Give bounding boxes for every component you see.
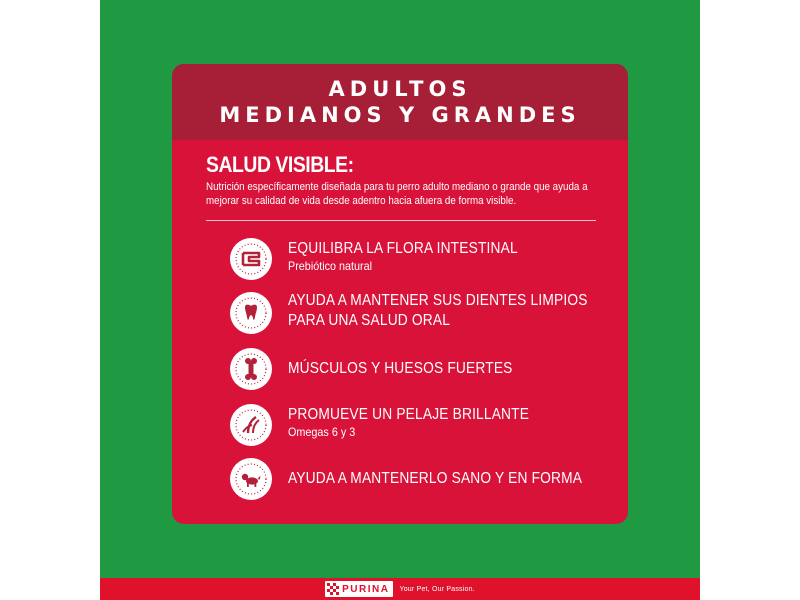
checkerboard-icon <box>327 583 339 595</box>
purina-logo <box>325 581 393 597</box>
benefit-item <box>230 404 620 446</box>
bone-icon <box>230 348 272 390</box>
intestine-icon <box>230 238 272 280</box>
divider <box>206 220 596 221</box>
benefit-title-line-2: PARA UNA SALUD ORAL <box>288 312 451 329</box>
card-header <box>172 64 628 140</box>
benefits-card <box>172 64 628 524</box>
benefit-item <box>230 292 620 334</box>
benefit-title: EQUILIBRA LA FLORA INTESTINAL <box>288 240 518 257</box>
brand-name: PURINA <box>342 583 390 595</box>
hair-icon <box>230 404 272 446</box>
intro-section <box>206 152 606 208</box>
benefit-title: AYUDA A MANTENER SUS DIENTES LIMPIOS <box>288 292 588 309</box>
header-line-2: MEDIANOS Y GRANDES <box>219 103 581 127</box>
benefit-title: AYUDA A MANTENERLO SANO Y EN FORMA <box>288 470 583 487</box>
benefit-item <box>230 238 620 280</box>
tooth-icon <box>230 292 272 334</box>
brand-tagline: Your Pet, Our Passion. <box>399 585 475 593</box>
benefit-subtitle: Prebiótico natural <box>288 259 373 273</box>
intro-title: SALUD VISIBLE: <box>206 152 354 177</box>
benefit-item <box>230 348 620 390</box>
benefit-subtitle: Omegas 6 y 3 <box>288 425 356 439</box>
footer-bar <box>100 578 700 600</box>
benefit-item <box>230 458 620 500</box>
dog-icon <box>230 458 272 500</box>
header-line-1: ADULTOS <box>328 77 472 101</box>
benefit-title: MÚSCULOS Y HUESOS FUERTES <box>288 360 513 377</box>
intro-text: Nutrición específicamente diseñada para tu perro adulto mediano o grande que ayuda a mejorar su calidad de vida desde adentro hacia afuera de forma visible. <box>206 181 588 207</box>
benefit-title: PROMUEVE UN PELAJE BRILLANTE <box>288 406 530 423</box>
